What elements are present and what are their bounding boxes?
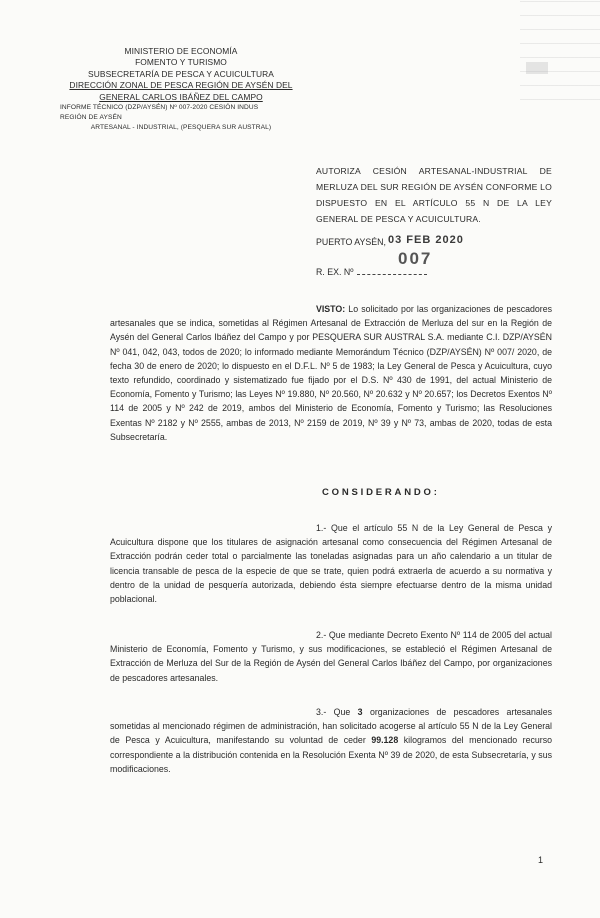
resolution-subject: AUTORIZA CESIÓN ARTESANAL-INDUSTRIAL DE MERLUZA DEL SUR REGIÓN DE AYSÉN CONFORME LO DISPUESTO EN EL ARTÍCULO 55 N DE LA LEY GENERAL DE PESCA Y ACUICULTURA. <box>316 166 552 224</box>
scan-mark <box>526 62 548 74</box>
page-number: 1 <box>538 855 544 865</box>
considerando-3 <box>110 705 552 776</box>
header-line-5: GENERAL CARLOS IBÁÑEZ DEL CAMPO <box>99 91 263 102</box>
scan-artifact <box>520 0 600 100</box>
c3-mid: organizaciones de pescadores artesanales sometidas al mencionado régimen de administración, han solicitado acogerse al artículo 55 N de la Ley General de Pesca y Acuicultura, manifestando su voluntad de ceder <box>110 707 552 746</box>
number-stamp: 007 <box>398 249 433 268</box>
visto-label: VISTO: <box>316 304 346 314</box>
c3-pre: 3.- Que <box>316 707 358 717</box>
date-stamp: 03 FEB 2020 <box>388 234 464 246</box>
c3-kilograms: 99.128 <box>371 735 399 746</box>
considerando-2: 2.- Que mediante Decreto Exento Nº 114 de 2005 del actual Ministerio de Economía, Fomento y Turismo, y sus modificaciones, se estableció el Régimen Artesanal de Extracción de Merluza del Sur de la Región de Aysén del General Carlos Ibáñez del Campo, por organizaciones de pescadores artesanales. <box>110 630 552 683</box>
ministry-header <box>56 46 306 133</box>
resolution-number-line <box>316 267 427 277</box>
header-line-6: INFORME TÉCNICO (DZP/AYSÉN) Nº 007-2020 CESIÓN INDUS <box>60 104 259 112</box>
considerando-heading: CONSIDERANDO: <box>322 487 440 498</box>
header-line-1: MINISTERIO DE ECONOMÍA <box>124 46 238 56</box>
c3-post: kilogramos del mencionado recurso correspondiente a la distribución contenida en la Resolución Exenta Nº 39 de 2020, de esta Subsecretaría, y sus modificaciones. <box>110 735 552 774</box>
header-line-8: ARTESANAL - INDUSTRIAL, (PESQUERA SUR AUSTRAL) <box>90 124 272 132</box>
visto-paragraph <box>110 302 552 444</box>
c3-count: 3 <box>357 707 363 717</box>
visto-text: Lo solicitado por las organizaciones de pescadores artesanales que se indica, sometidas al Régimen Artesanal de Extracción de Merluza del sur en la Región de Aysén del General Carlos Ibáñez del Campo y por PESQUERA SUR AUSTRAL S.A. mediante C.I. DZP/AYSÉN Nº 041, 042, 043, todos de 2020; lo informado mediante Memorándum Técnico (DZP/AYSÉN) Nº 007/ 2020, de fecha 30 de enero de 2020; lo dispuesto en el D.F.L. Nº 5 de 1983; la Ley General de Pesca y Acuicultura, cuyo texto refundido, coordinado y sistematizado fue fijado por el D.S. Nº 430 de 1991, del actual Ministerio de Economía, Fomento y Turismo; las Leyes Nº 19.880, Nº 20.560, Nº 20.632 y Nº 20.657; los Decretos Exentos Nº 114 de 2005 y Nº 242 de 2019, ambos del Ministerio de Economía, Fomento y Turismo; las Resoluciones Exentas Nº 2182 y Nº 2555, ambas de 2013, Nº 2159 de 2019, Nº 39 y Nº 73, ambas de 2020, todas de esta Subsecretaría. <box>110 304 552 442</box>
rex-blank <box>357 274 427 275</box>
header-line-3: SUBSECRETARÍA DE PESCA Y ACUICULTURA <box>88 68 274 79</box>
rex-label: R. EX. Nº <box>316 267 354 277</box>
header-line-4: DIRECCIÓN ZONAL DE PESCA REGIÓN DE AYSÉN DEL <box>69 80 293 91</box>
header-line-7: REGIÓN DE AYSÉN <box>60 114 122 122</box>
place-label: PUERTO AYSÉN, <box>316 237 386 247</box>
considerando-1: 1.- Que el artículo 55 N de la Ley General de Pesca y Acuicultura dispone que los titulares de asignación artesanal como consecuencia del Régimen Artesanal de Extracción podrán ceder total o parcialmente las toneladas asignadas para un año calendario a un titular de licencia transable de pesca de la especie de que se trate, quien podrá extraerla de acuerdo a su normativa y dentro de la unidad de pesquería autorizada, debiendo ésta siempre efectuarse dentro de la misma unidad poblacional. <box>110 523 552 605</box>
header-line-2: FOMENTO Y TURISMO <box>135 57 227 68</box>
